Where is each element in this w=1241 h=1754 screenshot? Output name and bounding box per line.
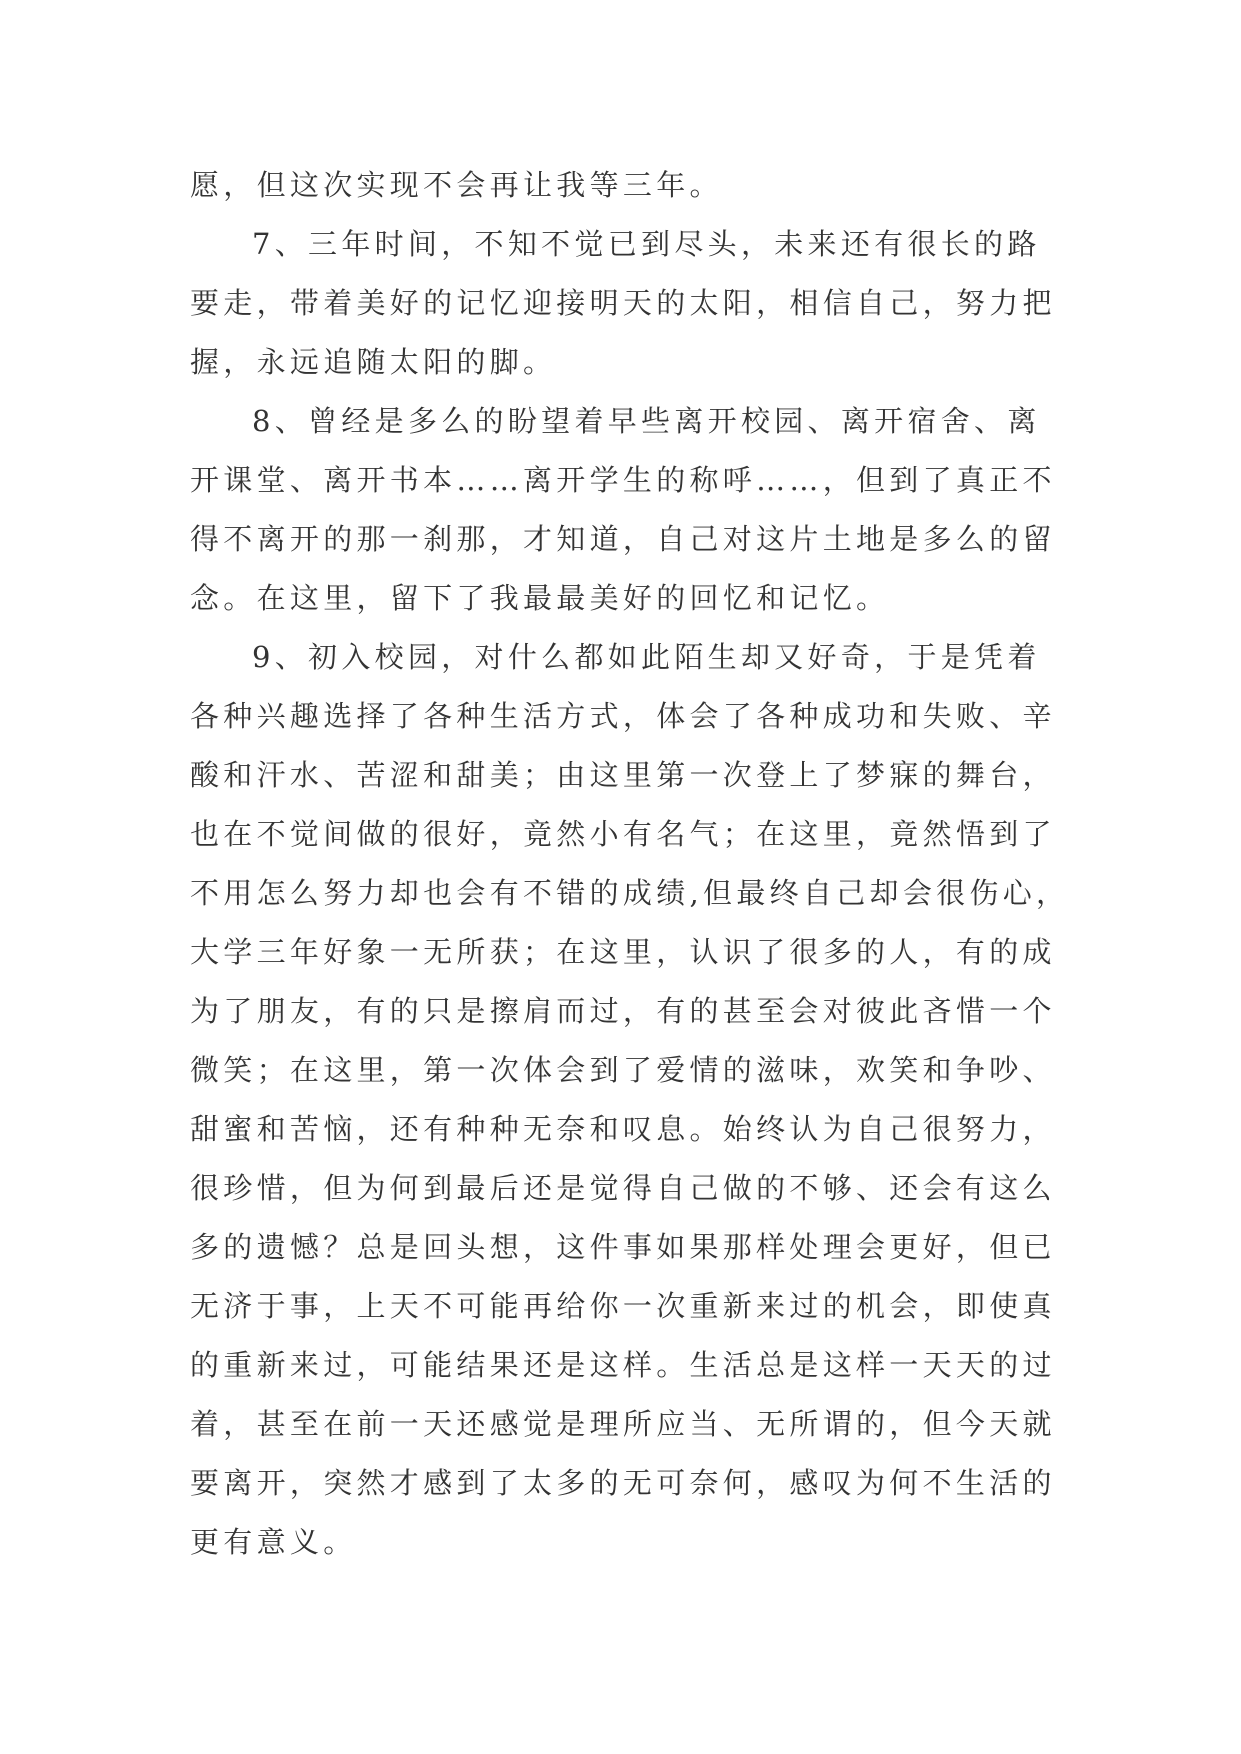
paragraph-7-line: 7、三年时间，不知不觉已到尽头，未来还有很长的路 — [252, 227, 1041, 261]
text-line: 很珍惜，但为何到最后还是觉得自己做的不够、还会有这么 — [190, 1171, 1056, 1205]
text-line: 大学三年好象一无所获；在这里，认识了很多的人，有的成 — [190, 935, 1056, 969]
text-line: 不用怎么努力却也会有不错的成绩,但最终自己却会很伤心， — [190, 876, 1070, 910]
text-line: 要离开，突然才感到了太多的无可奈何，感叹为何不生活的 — [190, 1466, 1056, 1500]
text-line: 愿，但这次实现不会再让我等三年。 — [190, 168, 723, 202]
paragraph-8-line: 8、曾经是多么的盼望着早些离开校园、离开宿舍、离 — [252, 404, 1041, 438]
text-line: 酸和汗水、苦涩和甜美；由这里第一次登上了梦寐的舞台， — [190, 758, 1056, 792]
text-line: 多的遗憾？总是回头想，这件事如果那样处理会更好，但已 — [190, 1230, 1056, 1264]
paragraph-9-line: 9、初入校园，对什么都如此陌生却又好奇，于是凭着 — [252, 640, 1041, 674]
text-line: 也在不觉间做的很好，竟然小有名气；在这里，竟然悟到了 — [190, 817, 1056, 851]
text-line: 甜蜜和苦恼，还有种种无奈和叹息。始终认为自己很努力， — [190, 1112, 1056, 1146]
text-line: 的重新来过，可能结果还是这样。生活总是这样一天天的过 — [190, 1348, 1056, 1382]
text-line: 无济于事，上天不可能再给你一次重新来过的机会，即使真 — [190, 1289, 1056, 1323]
text-line: 为了朋友，有的只是擦肩而过，有的甚至会对彼此吝惜一个 — [190, 994, 1056, 1028]
text-line: 念。在这里，留下了我最最美好的回忆和记忆。 — [190, 581, 890, 615]
text-line: 要走，带着美好的记忆迎接明天的太阳，相信自己，努力把 — [190, 286, 1056, 320]
text-line: 微笑；在这里，第一次体会到了爱情的滋味，欢笑和争吵、 — [190, 1053, 1056, 1087]
text-line: 开课堂、离开书本……离开学生的称呼……，但到了真正不 — [190, 463, 1056, 497]
document-body — [190, 156, 1070, 1572]
text-line: 得不离开的那一刹那，才知道，自己对这片土地是多么的留 — [190, 522, 1056, 556]
text-line: 着，甚至在前一天还感觉是理所应当、无所谓的，但今天就 — [190, 1407, 1056, 1441]
text-line: 各种兴趣选择了各种生活方式，体会了各种成功和失败、辛 — [190, 699, 1056, 733]
text-line: 握，永远追随太阳的脚。 — [190, 345, 557, 379]
text-line: 更有意义。 — [190, 1525, 357, 1559]
